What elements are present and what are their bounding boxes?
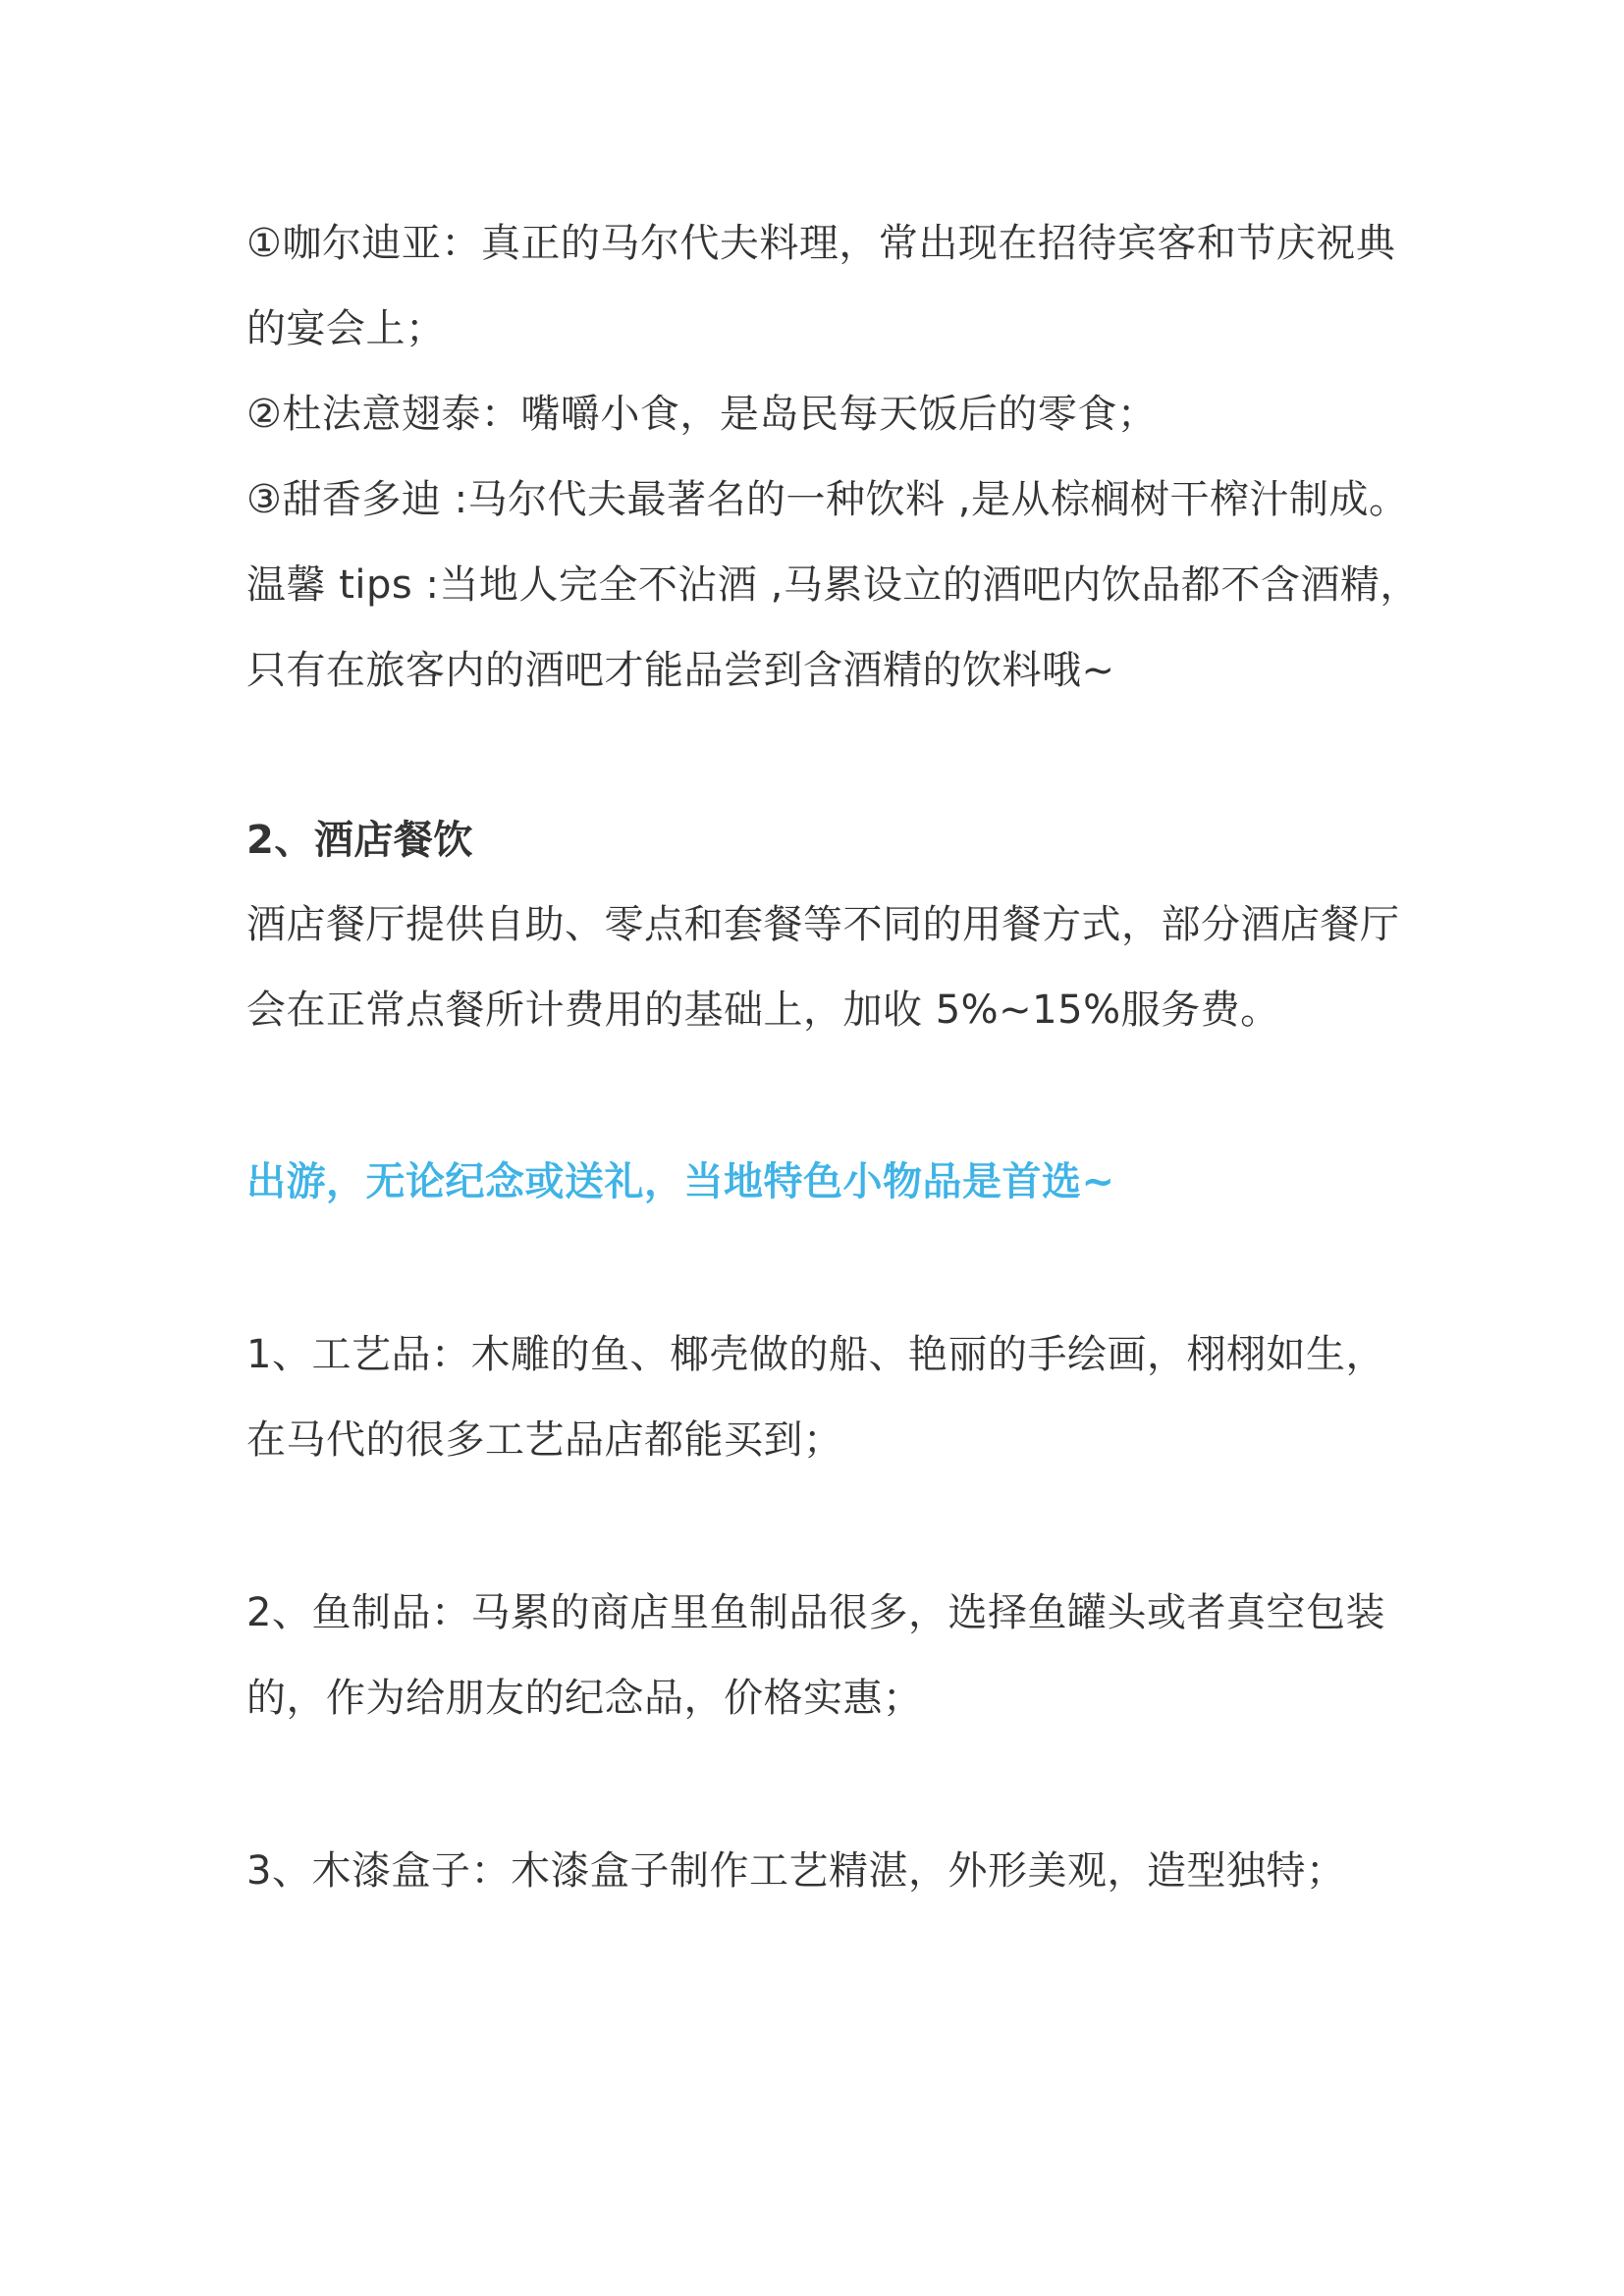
- hotel-dining-heading: 2、酒店餐饮: [246, 818, 473, 863]
- food-item-2: ②杜法意翅泰：嘴嚼小食，是岛民每天饭后的零食；: [246, 392, 1158, 437]
- tips-line-2: 只有在旅客内的酒吧才能品尝到含酒精的饮料哦~: [246, 648, 1115, 693]
- food-item-1-line-2: 的宴会上；: [246, 306, 446, 351]
- souvenir-item-2-line-1: 2、鱼制品：马累的商店里鱼制品很多，选择鱼罐头或者真空包装: [246, 1590, 1385, 1635]
- souvenir-item-1-line-1: 1、工艺品：木雕的鱼、椰壳做的船、艳丽的手绘画，栩栩如生，: [246, 1332, 1385, 1377]
- souvenir-item-1-line-2: 在马代的很多工艺品店都能买到；: [246, 1417, 843, 1463]
- hotel-dining-line-2: 会在正常点餐所计费用的基础上，加收 5%~15%服务费。: [246, 988, 1280, 1033]
- food-item-3: ③甜香多迪 :马尔代夫最著名的一种饮料 ,是从棕榈树干榨汁制成。: [246, 477, 1409, 522]
- food-item-1-line-1: ①咖尔迪亚：真正的马尔代夫料理，常出现在招待宾客和节庆祝典: [246, 221, 1396, 266]
- souvenirs-heading: 出游，无论纪念或送礼，当地特色小物品是首选~: [246, 1159, 1115, 1204]
- souvenir-item-2-line-2: 的，作为给朋友的纪念品，价格实惠；: [246, 1676, 923, 1721]
- souvenir-item-3: 3、木漆盒子：木漆盒子制作工艺精湛，外形美观，造型独特；: [246, 1848, 1346, 1894]
- hotel-dining-line-1: 酒店餐厅提供自助、零点和套餐等不同的用餐方式，部分酒店餐厅: [246, 902, 1400, 947]
- tips-line-1: 温馨 tips :当地人完全不沾酒 ,马累设立的酒吧内饮品都不含酒精，: [246, 562, 1420, 608]
